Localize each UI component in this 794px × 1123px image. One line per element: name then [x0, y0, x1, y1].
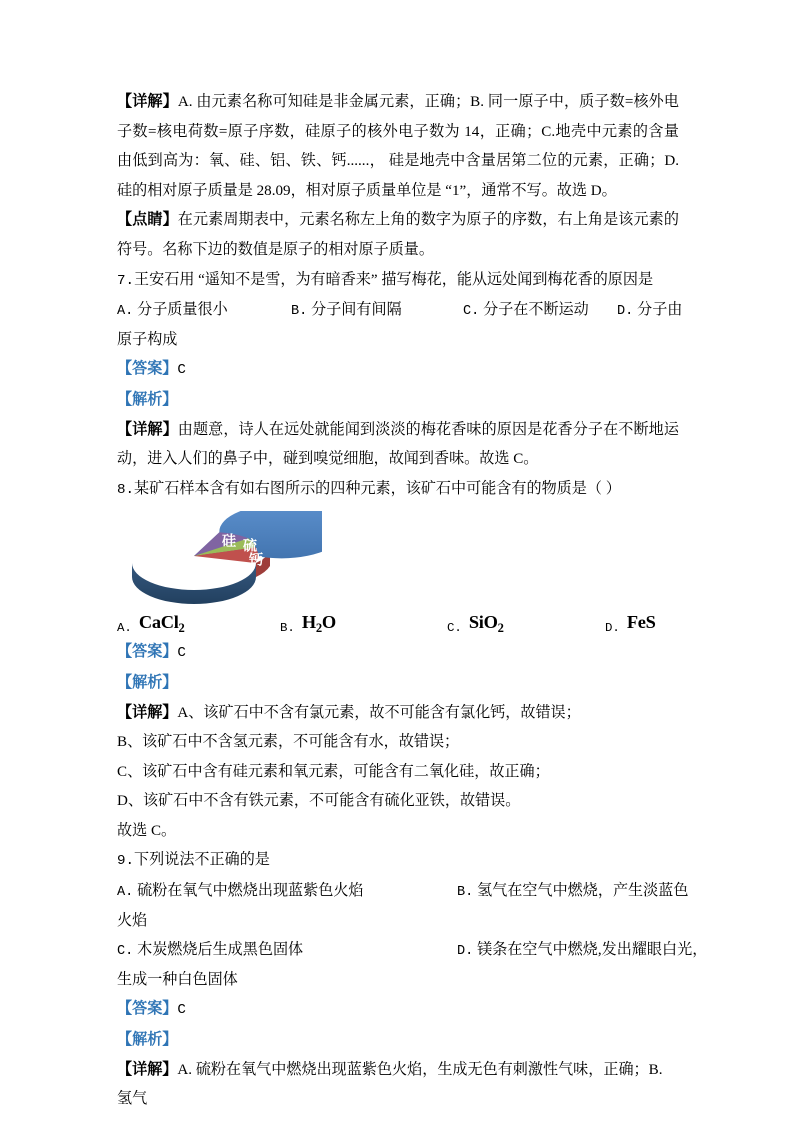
- q7-option-a-label: A.: [117, 304, 134, 320]
- q9-number: 9.: [117, 853, 135, 870]
- q9-option-b-label: B.: [457, 885, 474, 901]
- q8-option-c[interactable]: [447, 607, 504, 641]
- q7-analysis-marker: 【解析】: [117, 391, 178, 408]
- q8-options-row: [117, 607, 679, 638]
- q9-analysis-marker: 【解析】: [117, 1032, 178, 1049]
- q7-detail-paragraph: [117, 416, 679, 475]
- q7-analysis-line: [117, 386, 679, 416]
- element-composition-pie-chart: [117, 511, 679, 607]
- q9-option-a-text: 硫粉在氧气中燃烧出现蓝紫色火焰: [137, 883, 364, 900]
- q9-detail-marker: 【详解】: [117, 1061, 178, 1078]
- q8-answer-line: [117, 638, 679, 669]
- q8-option-d-formula: FeS: [626, 612, 656, 633]
- q7-option-b-label: B.: [291, 304, 308, 320]
- q9-options-row-2: [117, 936, 708, 966]
- q9-option-c-label: C.: [117, 944, 134, 960]
- q9-detail-text: A. 硫粉在氧气中燃烧出现蓝紫色火焰，生成无色有刺激性气味，正确；B. 氢气: [117, 1061, 663, 1108]
- q9-analysis-line: [117, 1026, 679, 1056]
- q8-detail-line-2: C、该矿石中含有硅元素和氧元素，可能含有二氧化硅，故正确；: [117, 763, 550, 780]
- q8-option-d-label: D.: [605, 621, 620, 636]
- q8-stem-text: 某矿石样本含有如右图所示的四种元素，该矿石中可能含有的物质是（ ）: [134, 480, 621, 497]
- q8-number: 8.: [117, 481, 135, 498]
- q9-detail-paragraph: [117, 1056, 679, 1115]
- q8-option-d[interactable]: [605, 607, 656, 641]
- q7-option-a-text: 分子质量很小: [137, 302, 228, 319]
- q7-option-d[interactable]: [617, 296, 682, 327]
- pie-chart-svg: [122, 511, 322, 607]
- q9-option-b[interactable]: [457, 877, 688, 908]
- q7-answer-marker: 【答案】: [117, 361, 178, 378]
- q6-detail-paragraph: [117, 88, 679, 206]
- q9-option-b-wrap: 火焰: [117, 912, 148, 929]
- q8-analysis-line: [117, 669, 679, 699]
- q8-stem: [117, 475, 679, 506]
- page-content: [117, 88, 708, 1115]
- q7-option-d-wrap: 原子构成: [117, 331, 178, 348]
- q8-option-b-formula: $H_2O$: [301, 612, 336, 635]
- q8-answer-marker: 【答案】: [117, 644, 178, 661]
- q7-options-row: [117, 296, 683, 326]
- q9-stem: [117, 846, 679, 877]
- q8-option-b[interactable]: [280, 607, 336, 641]
- q6-tip-text: 在元素周期表中，元素名称左上角的数字为原子的序数，右上角是该元素的符号。名称下边的数值是原子的相对原子质量。: [117, 212, 679, 258]
- q7-answer-value: C: [177, 362, 186, 379]
- q7-option-c-text: 分子在不断运动: [483, 302, 589, 319]
- q9-answer-value: C: [177, 1002, 186, 1019]
- q7-option-c-label: C.: [463, 304, 480, 320]
- pie-label-oxygen: 氧: [177, 550, 193, 568]
- q7-number: 7.: [117, 272, 135, 289]
- q8-detail-marker: 【详解】: [117, 704, 178, 721]
- q7-option-b-text: 分子间有间隔: [311, 302, 402, 319]
- q6-tip-paragraph: [117, 206, 679, 265]
- pie-label-silicon: 硅: [222, 533, 236, 550]
- q8-detail-line-1: B、该矿石中不含氢元素，不可能含有水，故错误；: [117, 734, 460, 751]
- q8-detail-line-4: 故选 C。: [117, 822, 177, 839]
- q8-answer-value: C: [177, 645, 186, 662]
- q9-option-a[interactable]: [117, 877, 364, 908]
- q8-detail-text-a: A、该矿石中不含有氯元素，故不可能含有氯化钙，故错误；: [177, 704, 581, 721]
- pie-label-calcium: 钙: [249, 552, 263, 569]
- q7-option-b[interactable]: [291, 296, 402, 327]
- q6-detail-text: A. 由元素名称可知硅是非金属元素，正确；B. 同一原子中，质子数=核外电子数=核电荷数=原子序数，硅原子的核外电子数为 14，正确；C.地壳中元素的含量由低到高为：氧、硅、铝、铁、钙......， 硅是地壳中含量居第二位的元素，正确；D. 硅的相对原子质量是 28.09，相对原子质量单位是 “1”，通常不写。故选 D。: [117, 94, 679, 199]
- q8-option-c-formula: SiO$_2$: [468, 612, 504, 635]
- q7-option-d-label: D.: [617, 304, 634, 320]
- q7-option-a[interactable]: [117, 296, 228, 327]
- q8-analysis-marker: 【解析】: [117, 674, 178, 691]
- q8-option-a-formula: CaCl$_2$: [138, 612, 185, 635]
- q8-option-a[interactable]: [117, 607, 185, 641]
- detail-marker: 【详解】: [117, 94, 178, 110]
- pie-side-wall-oxygen: [132, 563, 256, 604]
- q9-answer-line: [117, 995, 679, 1026]
- q7-option-c[interactable]: [463, 296, 589, 327]
- q9-options-row-1: [117, 877, 689, 907]
- q9-option-a-label: A.: [117, 885, 134, 901]
- q9-option-d[interactable]: [457, 936, 707, 967]
- q9-stem-text: 下列说法不正确的是: [134, 852, 270, 869]
- q8-option-a-label: A.: [117, 621, 132, 636]
- q8-option-b-label: B.: [280, 621, 295, 636]
- q7-option-d-text: 分子由: [637, 302, 683, 319]
- q9-option-b-text: 氢气在空气中燃烧，产生淡蓝色: [477, 883, 689, 900]
- q9-answer-marker: 【答案】: [117, 1001, 178, 1018]
- q9-option-c-text: 木炭燃烧后生成黑色固体: [137, 942, 304, 959]
- q8-detail-line-3: D、该矿石中不含有铁元素，不可能含有硫化亚铁，故错误。: [117, 793, 521, 810]
- q9-option-d-text: 镁条在空气中燃烧,发出耀眼白光，: [477, 942, 708, 959]
- q9-option-d-label: D.: [457, 944, 474, 960]
- q8-detail-line-0: [117, 699, 679, 729]
- q7-stem-text: 王安石用 “遥知不是雪，为有暗香来” 描写梅花，能从远处闻到梅花香的原因是: [134, 271, 654, 288]
- q8-option-c-label: C.: [447, 621, 462, 636]
- tip-marker: 【点睛】: [117, 212, 178, 229]
- q7-stem: [117, 266, 679, 297]
- q7-detail-marker: 【详解】: [117, 421, 178, 438]
- q7-answer-line: [117, 355, 679, 386]
- q9-option-c[interactable]: [117, 936, 303, 967]
- pie-label-sulfur: 硫: [243, 538, 257, 555]
- q7-detail-text: 由题意，诗人在远处就能闻到淡淡的梅花香味的原因是花香分子在不断地运动，进入人们的鼻子中，碰到嗅觉细胞，故闻到香味。故选 C。: [117, 421, 679, 468]
- q9-option-d-wrap: 生成一种白色固体: [117, 971, 238, 988]
